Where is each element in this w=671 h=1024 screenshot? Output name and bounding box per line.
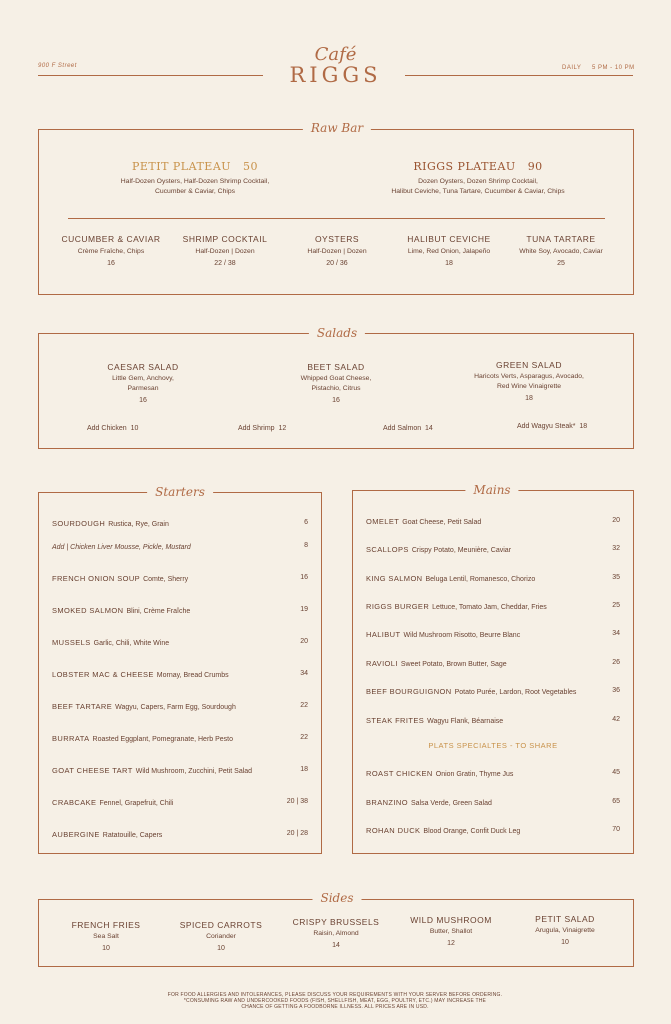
logo-riggs: RIGGS: [289, 63, 382, 87]
starter-row: MUSSELS Garlic, Chili, White Wine 20: [52, 638, 308, 647]
salad-green: GREEN SALAD Haricots Verts, Asparagus, Avocado, Red Wine Vinaigrette 18: [474, 360, 584, 402]
raw-item-shrimp: SHRIMP COCKTAIL Half-Dozen | Dozen 22 / 38: [182, 234, 268, 267]
hours: 5 PM - 10 PM: [592, 65, 635, 71]
main-row: KING SALMON Beluga Lentil, Romanesco, Chorizo 35: [366, 574, 620, 583]
addon-wagyu: Add Wagyu Steak* 18: [517, 423, 588, 430]
raw-item-cucumber: CUCUMBER & CAVIAR Crème Fraîche, Chips 16: [61, 234, 161, 267]
main-row: OMELET Goat Cheese, Petit Salad 20: [366, 517, 620, 526]
starter-row: Add | Chicken Liver Mousse, Pickle, Mustard 8: [52, 542, 308, 551]
starter-row: LOBSTER MAC & CHEESE Mornay, Bread Crumbs 34: [52, 670, 308, 679]
addon-chicken: Add Chicken 10: [87, 425, 139, 432]
salads-title: Salads: [309, 326, 365, 340]
side-petit-salad: PETIT SALAD Arugula, Vinaigrette 10: [535, 914, 595, 946]
hours-label: DAILY: [562, 65, 582, 71]
raw-item-ceviche: HALIBUT CEVICHE Lime, Red Onion, Jalapeño 18: [407, 234, 491, 267]
main-row: RAVIOLI Sweet Potato, Brown Butter, Sage 26: [366, 659, 620, 668]
share-row: BRANZINO Salsa Verde, Green Salad 65: [366, 798, 620, 807]
side-carrots: SPICED CARROTS Coriander 10: [179, 920, 263, 952]
starter-row: SOURDOUGH Rustica, Rye, Grain 6: [52, 519, 308, 528]
starter-row: SMOKED SALMON Blini, Crème Fraîche 19: [52, 606, 308, 615]
raw-item-oysters: OYSTERS Half-Dozen | Dozen 20 / 36: [307, 234, 367, 267]
main-row: HALIBUT Wild Mushroom Risotto, Beurre Blanc 34: [366, 630, 620, 639]
starter-row: CRABCAKE Fennel, Grapefruit, Chili 20 | 38: [52, 798, 308, 807]
riggs-plateau-price: 90: [527, 160, 543, 173]
mains-title: Mains: [465, 483, 518, 497]
raw-bar-divider: [68, 218, 605, 219]
starters-title: Starters: [147, 485, 213, 499]
riggs-plateau-desc1: Dozen Oysters, Dozen Shrimp Cocktail,: [418, 178, 538, 185]
main-row: SCALLOPS Crispy Potato, Meunière, Caviar 32: [366, 545, 620, 554]
sides-title: Sides: [313, 891, 362, 905]
share-row: ROHAN DUCK Blood Orange, Confit Duck Leg 70: [366, 826, 620, 835]
addon-shrimp: Add Shrimp 12: [238, 425, 287, 432]
mains-list: [352, 490, 634, 854]
petit-plateau-desc2: Cucumber & Caviar, Chips: [154, 188, 236, 195]
starter-row: GOAT CHEESE TART Wild Mushroom, Zucchini, Petit Salad 18: [52, 766, 308, 775]
raw-bar-box: [38, 129, 634, 295]
header-rule-left: [38, 75, 263, 76]
side-fries: FRENCH FRIES Sea Salt 10: [71, 920, 141, 952]
petit-plateau-desc1: Half-Dozen Oysters, Half-Dozen Shrimp Cocktail,: [120, 178, 270, 185]
address: 900 F Street: [38, 63, 77, 69]
logo-cafe: Café: [314, 44, 357, 65]
starter-row: BEEF TARTARE Wagyu, Capers, Farm Egg, Sourdough 22: [52, 702, 308, 711]
petit-plateau-name: PETIT PLATEAU: [131, 160, 232, 173]
share-title: PLATS SPECIALTES - TO SHARE: [428, 741, 558, 750]
starters-list: [38, 492, 322, 854]
riggs-plateau-name: RIGGS PLATEAU: [413, 160, 516, 173]
main-row: BEEF BOURGUIGNON Potato Purée, Lardon, Root Vegetables 36: [366, 687, 620, 696]
petit-plateau: [65, 160, 325, 197]
share-row: ROAST CHICKEN Onion Gratin, Thyme Jus 45: [366, 769, 620, 778]
main-row: STEAK FRITES Wagyu Flank, Béarnaise 42: [366, 716, 620, 725]
riggs-plateau-desc2: Halibut Ceviche, Tuna Tartare, Cucumber & Caviar, Chips: [391, 188, 565, 195]
header-rule-right: [405, 75, 633, 76]
raw-bar-title: Raw Bar: [303, 121, 371, 135]
logo: [0, 44, 671, 87]
petit-plateau-price: 50: [243, 160, 259, 173]
main-row: RIGGS BURGER Lettuce, Tomato Jam, Cheddar, Fries 25: [366, 602, 620, 611]
starter-row: FRENCH ONION SOUP Comte, Sherry 16: [52, 574, 308, 583]
salad-caesar: CAESAR SALAD Little Gem, Anchovy, Parmesan 16: [107, 362, 179, 404]
addon-salmon: Add Salmon 14: [383, 425, 433, 432]
salad-beet: BEET SALAD Whipped Goat Cheese, Pistachio, Citrus 16: [300, 362, 372, 404]
side-mushroom: WILD MUSHROOM Butter, Shallot 12: [410, 915, 492, 947]
side-brussels: CRISPY BRUSSELS Raisin, Almond 14: [292, 917, 380, 949]
allergy-notice: FOR FOOD ALLERGIES AND INTOLERANCES, PLEASE DISCUSS YOUR REQUIREMENTS WITH YOUR SERVER BEFORE ORDERING. *CONSUMING RAW AND UNDERCOOKED FOODS (FISH, SHELLFISH, MEAT, EGG, POULTRY, ETC.) MAY INCREASE THE CHANCE OF GETTING A FOODBORNE ILLNESS. ALL PRICES ARE IN USD.: [167, 992, 503, 1010]
starter-row: BURRATA Roasted Eggplant, Pomegranate, Herb Pesto 22: [52, 734, 308, 743]
starter-row: AUBERGINE Ratatouille, Capers 20 | 28: [52, 830, 308, 839]
riggs-plateau: [348, 160, 608, 197]
raw-item-tartare: TUNA TARTARE White Soy, Avocado, Caviar 25: [519, 234, 603, 267]
